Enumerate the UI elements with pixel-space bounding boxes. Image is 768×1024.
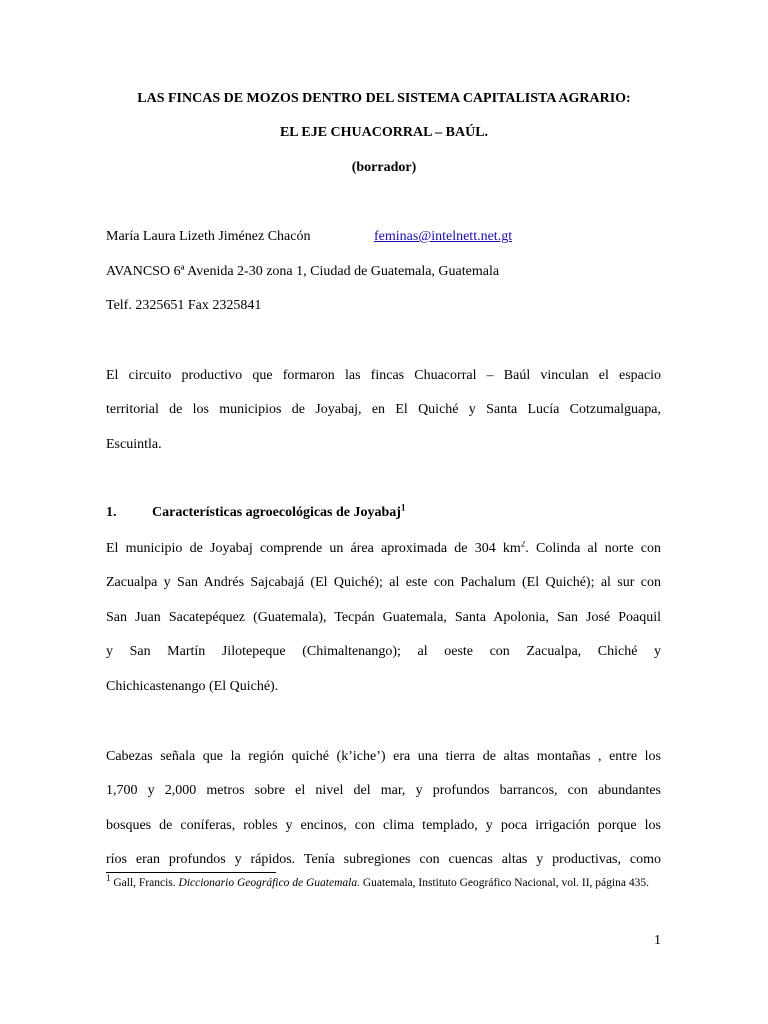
page-number: 1 [654, 933, 661, 948]
para1-line-3: San Juan Sacatepéquez (Guatemala), Tecpán Guatemala, Santa Apolonia, San José Poaquil [106, 610, 661, 625]
para2-line-4: ríos eran profundos y rápidos. Tenía subregiones con cuencas altas y productivas, como [106, 852, 661, 867]
para1-line-4: y San Martín Jilotepeque (Chimaltenango); al oeste con Zacualpa, Chiché y [106, 644, 661, 659]
section-heading [106, 502, 406, 521]
section-title: Características agroecológicas de Joyabaj [152, 505, 401, 520]
para2-line-1: Cabezas señala que la región quiché (k’iche’) era una tierra de altas montañas , entre los [106, 749, 661, 764]
para1-line-5: Chichicastenango (El Quiché). [106, 679, 279, 694]
para1-line-1: El municipio de Joyabaj comprende un área aproximada de 304 $km^2$. Colinda al norte con [106, 541, 661, 561]
footnote: $^1$ Gall, Francis. Diccionario Geográfico de Guatemala. Guatemala, Instituto Geográfico Nacional, vol. II, página 435. [106, 873, 649, 889]
title-draft-note: (borrador) [351, 160, 417, 175]
superscript-2: 2 [520, 541, 526, 549]
intro-line-1: El circuito productivo que formaron las fincas Chuacorral – Baúl vinculan el espacio [106, 368, 661, 383]
title-line-2: EL EJE CHUACORRAL – BAÚL. [279, 125, 489, 140]
author-phone: Telf. 2325651 Fax 2325841 [106, 298, 262, 313]
para2-line-3: bosques de coníferas, robles y encinos, con clima templado, y poca irrigación porque los [106, 818, 661, 833]
author-name: María Laura Lizeth Jiménez Chacón [106, 229, 311, 244]
intro-line-2: territorial de los municipios de Joyabaj, en El Quiché y Santa Lucía Cotzumalguapa, [106, 402, 661, 417]
para1-line-2: Zacualpa y San Andrés Sajcabajá (El Quiché); al este con Pachalum (El Quiché); al sur con [106, 575, 661, 590]
intro-line-3: Escuintla. [106, 437, 162, 452]
author-email-link[interactable]: feminas@intelnett.net.gt [374, 229, 513, 244]
section-number: 1. [106, 505, 117, 520]
footnote-separator [106, 872, 276, 873]
footnote-work-title: Diccionario Geográfico de Guatemala. [178, 877, 360, 889]
author-address: AVANCSO 6ª Avenida 2-30 zona 1, Ciudad de Guatemala, Guatemala [106, 264, 500, 279]
para2-line-2: 1,700 y 2,000 metros sobre el nivel del mar, y profundos barrancos, con abundantes [106, 783, 661, 798]
title-line-1: LAS FINCAS DE MOZOS DENTRO DEL SISTEMA CAPITALISTA AGRARIO: [137, 91, 631, 106]
footnote-reference[interactable]: 1 [400, 502, 406, 513]
footnote-mark: 1 [106, 873, 111, 884]
